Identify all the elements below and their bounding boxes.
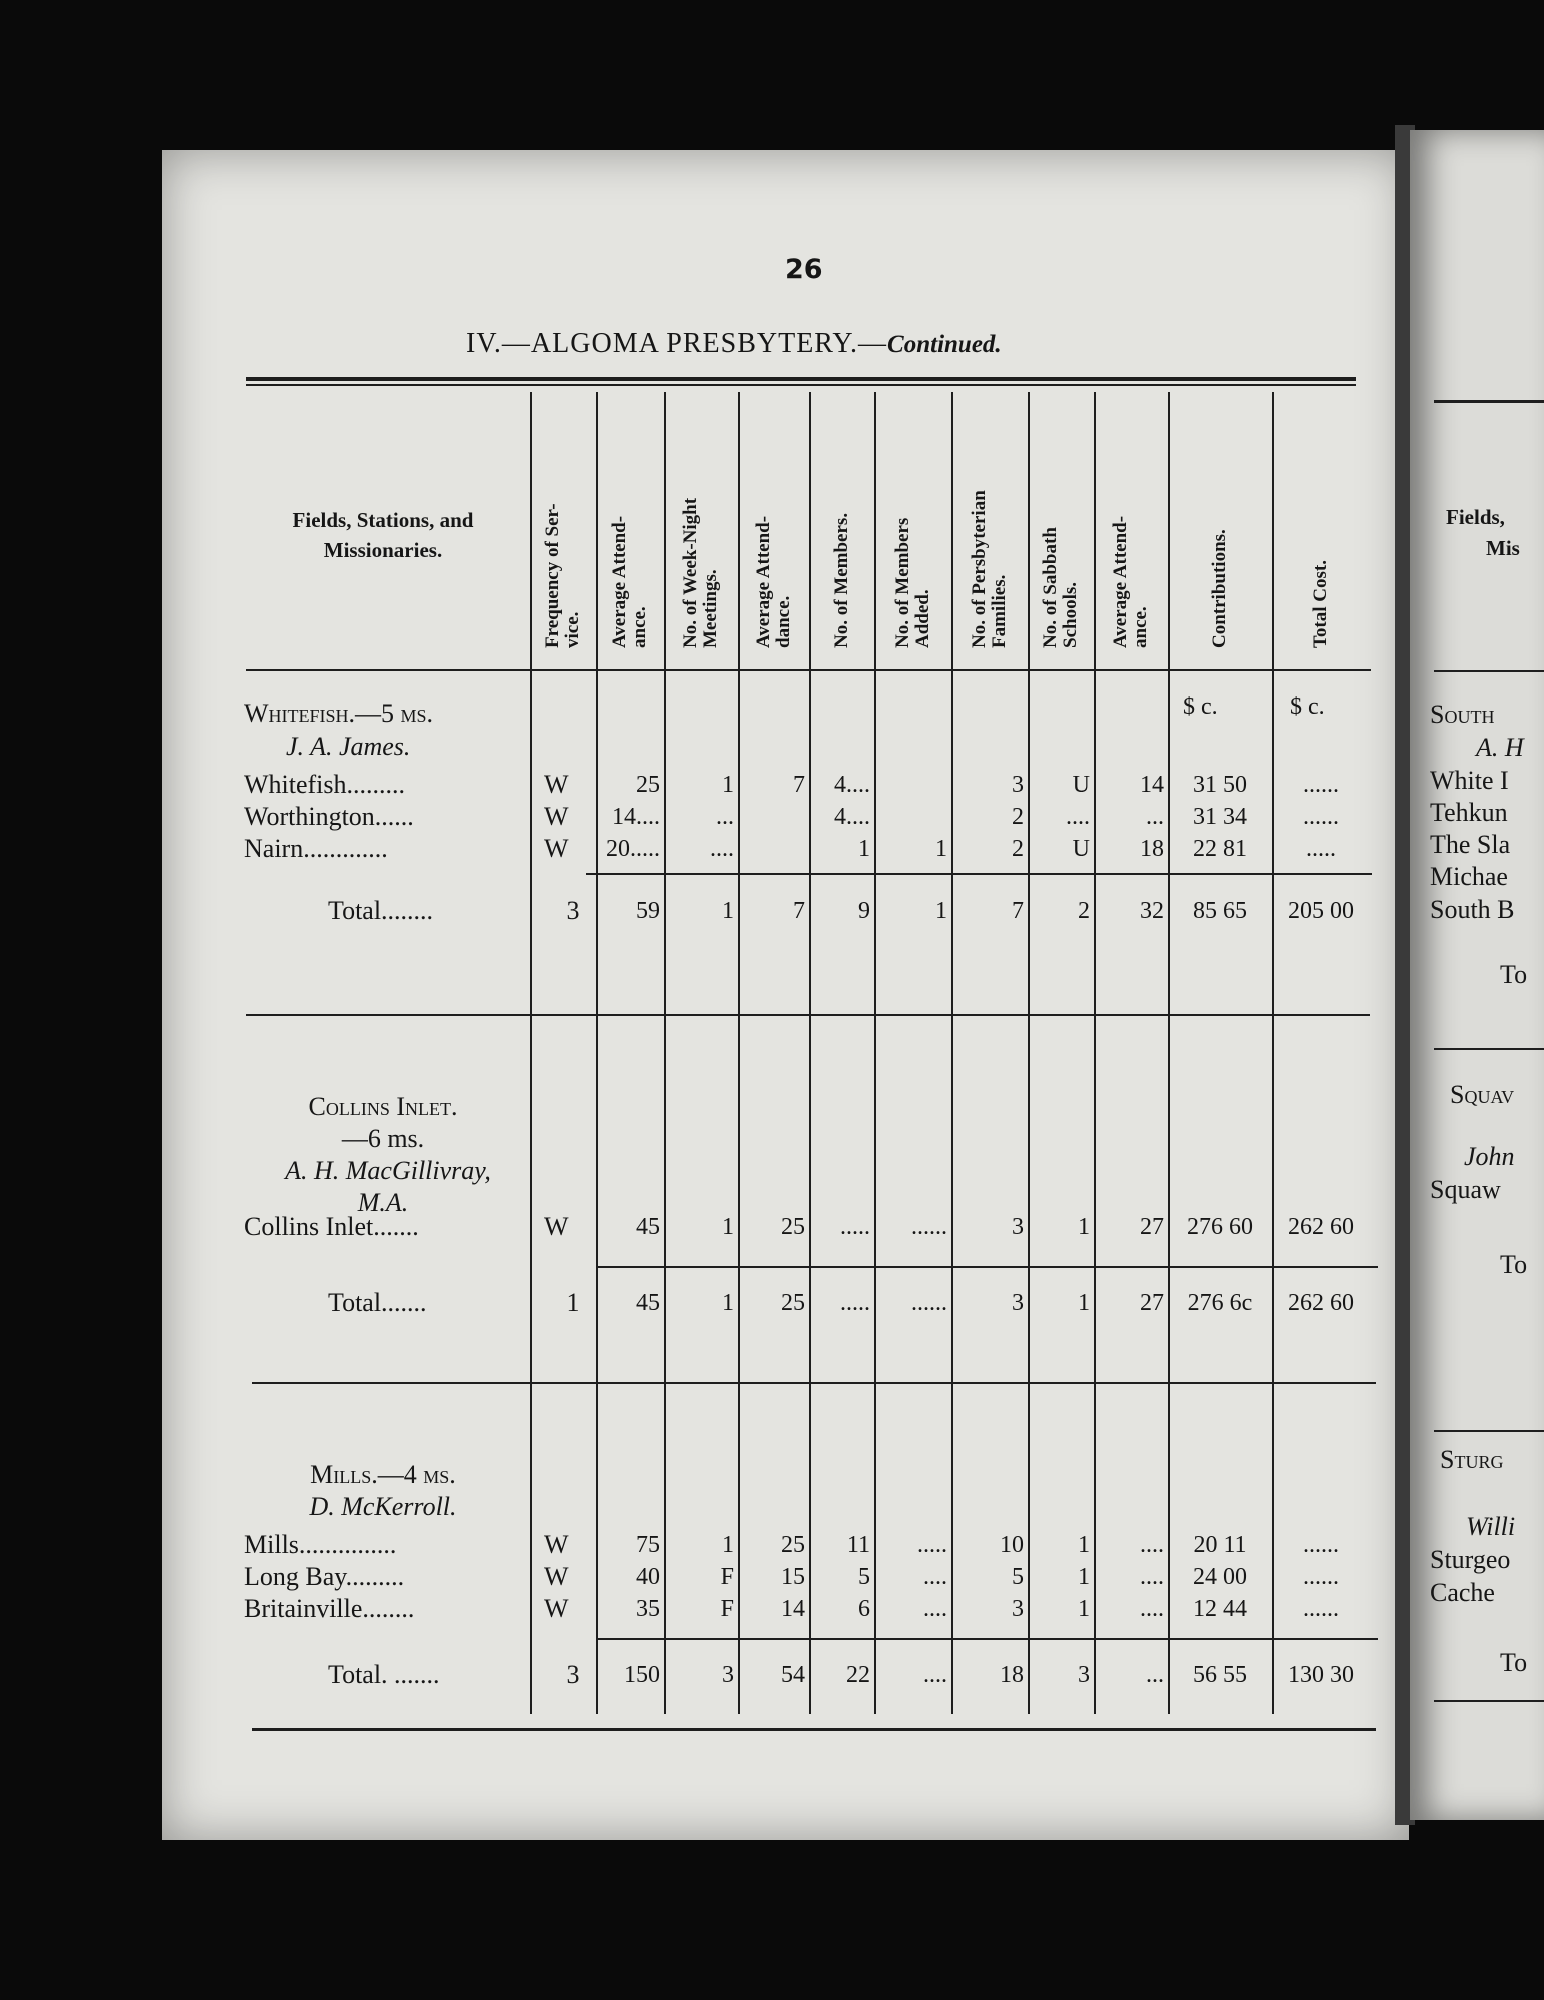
column-header bbox=[1041, 527, 1081, 648]
section-field-distance: —6 ms. bbox=[341, 1124, 425, 1153]
column-header bbox=[681, 498, 721, 648]
table-cell: W bbox=[544, 1530, 569, 1559]
table-cell: 3 bbox=[722, 1662, 734, 1688]
table-cell: 262 60 bbox=[1288, 1290, 1354, 1316]
column-divider bbox=[874, 392, 876, 1714]
column-divider bbox=[664, 392, 666, 1714]
section-missionary: D. McKerroll. bbox=[309, 1492, 457, 1521]
table-cell: 3 bbox=[1012, 1214, 1024, 1240]
table-cell: 7 bbox=[793, 898, 805, 924]
next-page-line: Sturg bbox=[1440, 1445, 1504, 1474]
next-page-rule bbox=[1434, 1048, 1544, 1050]
table-cell: ..... bbox=[840, 1214, 870, 1240]
table-cell: 14 bbox=[781, 1596, 805, 1622]
next-page-line: Sturgeo bbox=[1430, 1545, 1511, 1574]
station-name: Nairn............. bbox=[244, 834, 388, 863]
column-divider bbox=[1094, 392, 1096, 1714]
table-cell: 24 00 bbox=[1193, 1564, 1247, 1590]
table-cell: 1 bbox=[1078, 1564, 1090, 1590]
next-page-line: The Sla bbox=[1430, 830, 1511, 859]
table-cell: 35 bbox=[636, 1596, 660, 1622]
table-cell: W bbox=[544, 1562, 569, 1591]
next-page-line: A. H bbox=[1476, 733, 1524, 762]
title-continued: Continued. bbox=[887, 331, 1002, 358]
table-cell: ..... bbox=[1306, 836, 1336, 862]
table-cell: ...... bbox=[911, 1214, 947, 1240]
column-header-line: ance. bbox=[1130, 606, 1151, 648]
table-cell: 150 bbox=[624, 1662, 660, 1688]
table-cell: ...... bbox=[1303, 1532, 1339, 1558]
column-header-line: Families. bbox=[988, 574, 1010, 648]
column-header bbox=[893, 518, 933, 648]
table-cell: 2 bbox=[1012, 836, 1024, 862]
station-name: Mills............... bbox=[244, 1530, 397, 1559]
table-cell: 11 bbox=[846, 1532, 870, 1558]
column-header-line: No. of Sabbath bbox=[1040, 527, 1061, 648]
table-cell: 1 bbox=[935, 898, 947, 924]
table-cell: 1 bbox=[722, 1214, 734, 1240]
column-divider bbox=[596, 392, 598, 1714]
table-cell: 3 bbox=[1012, 772, 1024, 798]
page-number: 26 bbox=[785, 254, 823, 285]
table-cell: 22 81 bbox=[1193, 836, 1247, 862]
table-cell: 4.... bbox=[834, 804, 870, 830]
column-header-line: No. of Members bbox=[891, 517, 913, 648]
column-header-line: Average Attend- bbox=[609, 515, 630, 648]
column-header-line: No. of Members. bbox=[830, 512, 852, 648]
column-header-line: Added. bbox=[911, 589, 933, 648]
table-rule bbox=[252, 1728, 1376, 1731]
section-field-title: Mills.—4 ms. bbox=[310, 1460, 456, 1489]
column-divider bbox=[809, 392, 811, 1714]
column-divider bbox=[1272, 392, 1274, 1714]
table-cell: 4.... bbox=[834, 772, 870, 798]
table-cell: 85 65 bbox=[1193, 898, 1247, 924]
table-cell: 56 55 bbox=[1193, 1662, 1247, 1688]
table-cell: 1 bbox=[566, 1288, 580, 1317]
table-cell: 276 6c bbox=[1187, 1290, 1253, 1316]
table-cell: 18 bbox=[1000, 1662, 1024, 1688]
table-cell: 1 bbox=[1078, 1596, 1090, 1622]
table-cell: 54 bbox=[781, 1662, 805, 1688]
fields-column-header bbox=[248, 505, 518, 565]
column-header-line: Average Attend- bbox=[1110, 515, 1131, 648]
table-cell: 22 bbox=[846, 1662, 870, 1688]
table-cell: .... bbox=[923, 1564, 947, 1590]
table-cell: 5 bbox=[858, 1564, 870, 1590]
table-cell: .... bbox=[923, 1662, 947, 1688]
table-cell: 27 bbox=[1140, 1214, 1164, 1240]
column-header-line: No. of Persbyterian bbox=[968, 490, 990, 648]
section-missionary: A. H. MacGillivray, bbox=[285, 1156, 491, 1185]
column-header bbox=[543, 503, 583, 648]
table-cell: U bbox=[1072, 772, 1090, 798]
table-cell: ... bbox=[716, 804, 734, 830]
column-header bbox=[1111, 516, 1151, 648]
table-cell: ..... bbox=[840, 1290, 870, 1316]
next-page-line: To bbox=[1500, 1648, 1528, 1677]
column-divider bbox=[951, 392, 953, 1714]
table-cell: 3 bbox=[1012, 1596, 1024, 1622]
table-cell: 7 bbox=[793, 772, 805, 798]
table-cell: U bbox=[1072, 836, 1090, 862]
table-rule bbox=[246, 384, 1356, 386]
next-page-rule bbox=[1434, 1700, 1544, 1702]
column-header-line: Meetings. bbox=[700, 569, 721, 648]
next-page-rule bbox=[1434, 670, 1544, 672]
table-cell: 25 bbox=[781, 1532, 805, 1558]
column-header-line: Schools. bbox=[1060, 582, 1081, 648]
table-cell: 40 bbox=[636, 1564, 660, 1590]
table-cell: 3 bbox=[566, 1660, 580, 1689]
table-cell: .... bbox=[1140, 1596, 1164, 1622]
next-page-line: Cache bbox=[1430, 1578, 1495, 1607]
table-cell: 20..... bbox=[606, 836, 660, 862]
table-cell: 1 bbox=[935, 836, 947, 862]
column-header-line: Average Attend- bbox=[752, 515, 774, 648]
table-cell: ..... bbox=[917, 1532, 947, 1558]
table-cell: 12 44 bbox=[1193, 1596, 1247, 1622]
station-name: Collins Inlet....... bbox=[244, 1212, 419, 1241]
table-rule bbox=[1170, 1266, 1370, 1268]
section-field-title: Collins Inlet. bbox=[308, 1092, 458, 1121]
table-cell: ... bbox=[1146, 804, 1164, 830]
table-cell: 59 bbox=[636, 898, 660, 924]
column-header-line: vice. bbox=[562, 611, 583, 648]
section-missionary-degree: M.A. bbox=[357, 1188, 409, 1217]
table-cell: 262 60 bbox=[1288, 1214, 1354, 1240]
next-page-line: To bbox=[1500, 1250, 1528, 1279]
table-cell: F bbox=[720, 1596, 734, 1622]
column-header bbox=[1311, 560, 1331, 648]
table-cell: 7 bbox=[1012, 898, 1024, 924]
column-divider bbox=[738, 392, 740, 1714]
fields-header-line-2: Missionaries. bbox=[323, 538, 443, 562]
column-header bbox=[754, 516, 794, 648]
table-cell: .... bbox=[1140, 1564, 1164, 1590]
table-cell: 25 bbox=[636, 772, 660, 798]
station-name: Britainville........ bbox=[244, 1594, 415, 1623]
column-header bbox=[1210, 529, 1230, 648]
table-cell: ...... bbox=[911, 1290, 947, 1316]
next-page-line: Squav bbox=[1450, 1080, 1515, 1109]
table-rule bbox=[1170, 873, 1370, 875]
column-header-line: Frequency of Ser- bbox=[542, 503, 563, 648]
table-cell: 32 bbox=[1140, 898, 1164, 924]
station-name: Long Bay......... bbox=[244, 1562, 405, 1591]
table-cell: 130 30 bbox=[1288, 1662, 1354, 1688]
next-page-line: To bbox=[1500, 960, 1528, 989]
table-cell: 276 60 bbox=[1187, 1214, 1253, 1240]
table-cell: .... bbox=[710, 836, 734, 862]
column-divider bbox=[530, 392, 532, 1714]
column-divider bbox=[1168, 392, 1170, 1714]
next-page-line: South B bbox=[1430, 895, 1515, 924]
next-page-header-1: Fields, bbox=[1446, 505, 1505, 529]
next-page-line: Squaw bbox=[1430, 1175, 1501, 1204]
column-header bbox=[832, 513, 852, 648]
table-cell: F bbox=[720, 1564, 734, 1590]
table-cell: W bbox=[544, 802, 569, 831]
table-cell: .... bbox=[1140, 1532, 1164, 1558]
table-cell: 10 bbox=[1000, 1532, 1024, 1558]
table-cell: 6 bbox=[858, 1596, 870, 1622]
table-cell: 3 bbox=[1012, 1290, 1024, 1316]
table-cell: ...... bbox=[1303, 1564, 1339, 1590]
table-cell: ...... bbox=[1303, 1596, 1339, 1622]
table-cell: .... bbox=[1066, 804, 1090, 830]
table-cell: 25 bbox=[781, 1214, 805, 1240]
table-cell: 75 bbox=[636, 1532, 660, 1558]
total-label: Total. ....... bbox=[328, 1660, 440, 1689]
table-cell: 31 34 bbox=[1193, 804, 1247, 830]
table-cell: W bbox=[544, 1212, 569, 1241]
table-cell: 2 bbox=[1012, 804, 1024, 830]
total-label: Total........ bbox=[328, 896, 434, 925]
next-page-line: White I bbox=[1430, 766, 1509, 795]
column-header-line: ance. bbox=[629, 606, 650, 648]
table-cell: 3 bbox=[566, 896, 580, 925]
next-page-line: Michae bbox=[1430, 862, 1508, 891]
table-cell: W bbox=[544, 770, 569, 799]
table-rule bbox=[246, 1014, 1370, 1016]
table-rule bbox=[1170, 1638, 1370, 1640]
table-cell: 31 50 bbox=[1193, 772, 1247, 798]
table-cell: 1 bbox=[722, 898, 734, 924]
table-cell: ...... bbox=[1303, 804, 1339, 830]
table-cell: 20 11 bbox=[1193, 1532, 1247, 1558]
table-cell: W bbox=[544, 1594, 569, 1623]
table-cell: 1 bbox=[722, 772, 734, 798]
table-cell: 1 bbox=[858, 836, 870, 862]
cost-currency: $ c. bbox=[1290, 694, 1325, 720]
table-cell: 1 bbox=[722, 1532, 734, 1558]
next-page-line: John bbox=[1464, 1142, 1515, 1171]
table-cell: ...... bbox=[1303, 772, 1339, 798]
next-page-line: Willi bbox=[1466, 1512, 1516, 1541]
next-page-rule bbox=[1434, 1430, 1544, 1432]
table-cell: 9 bbox=[858, 898, 870, 924]
column-header bbox=[970, 490, 1010, 648]
table-rule bbox=[246, 377, 1356, 381]
column-header-line: Contributions. bbox=[1209, 529, 1230, 648]
fields-header-line-1: Fields, Stations, and bbox=[292, 508, 474, 532]
table-cell: 27 bbox=[1140, 1290, 1164, 1316]
table-cell: 45 bbox=[636, 1290, 660, 1316]
next-page-line: Tehkun bbox=[1430, 798, 1508, 827]
column-divider bbox=[1028, 392, 1030, 1714]
next-page-top-rule bbox=[1434, 400, 1544, 403]
table-cell: 1 bbox=[722, 1290, 734, 1316]
table-cell: 2 bbox=[1078, 898, 1090, 924]
table-cell: 14.... bbox=[612, 804, 660, 830]
table-cell: 15 bbox=[781, 1564, 805, 1590]
table-cell: 1 bbox=[1078, 1214, 1090, 1240]
station-name: Whitefish......... bbox=[244, 770, 406, 799]
table-cell: 1 bbox=[1078, 1290, 1090, 1316]
page-title bbox=[466, 328, 1002, 360]
next-page-line: South bbox=[1430, 700, 1495, 729]
table-cell: 45 bbox=[636, 1214, 660, 1240]
total-label: Total....... bbox=[328, 1288, 427, 1317]
next-page-header-2: Mis bbox=[1486, 536, 1520, 560]
table-cell: W bbox=[544, 834, 569, 863]
column-header-line: Total Cost. bbox=[1310, 560, 1331, 648]
section-field-title: Whitefish.—5 ms. bbox=[244, 699, 434, 728]
table-cell: 5 bbox=[1012, 1564, 1024, 1590]
table-cell: 1 bbox=[1078, 1532, 1090, 1558]
table-rule bbox=[252, 1382, 1376, 1384]
table-cell: 25 bbox=[781, 1290, 805, 1316]
table-cell: 14 bbox=[1140, 772, 1164, 798]
station-name: Worthington...... bbox=[244, 802, 414, 831]
column-header-line: dance. bbox=[772, 595, 794, 648]
contrib-currency: $ c. bbox=[1183, 694, 1218, 720]
column-header bbox=[610, 516, 650, 648]
column-header-line: No. of Week-Night bbox=[680, 497, 701, 648]
table-cell: ... bbox=[1146, 1662, 1164, 1688]
table-cell: .... bbox=[923, 1596, 947, 1622]
table-cell: 205 00 bbox=[1288, 898, 1354, 924]
title-main: IV.—ALGOMA PRESBYTERY.— bbox=[466, 328, 888, 359]
table-cell: 3 bbox=[1078, 1662, 1090, 1688]
table-cell: 18 bbox=[1140, 836, 1164, 862]
section-missionary: J. A. James. bbox=[286, 732, 411, 761]
